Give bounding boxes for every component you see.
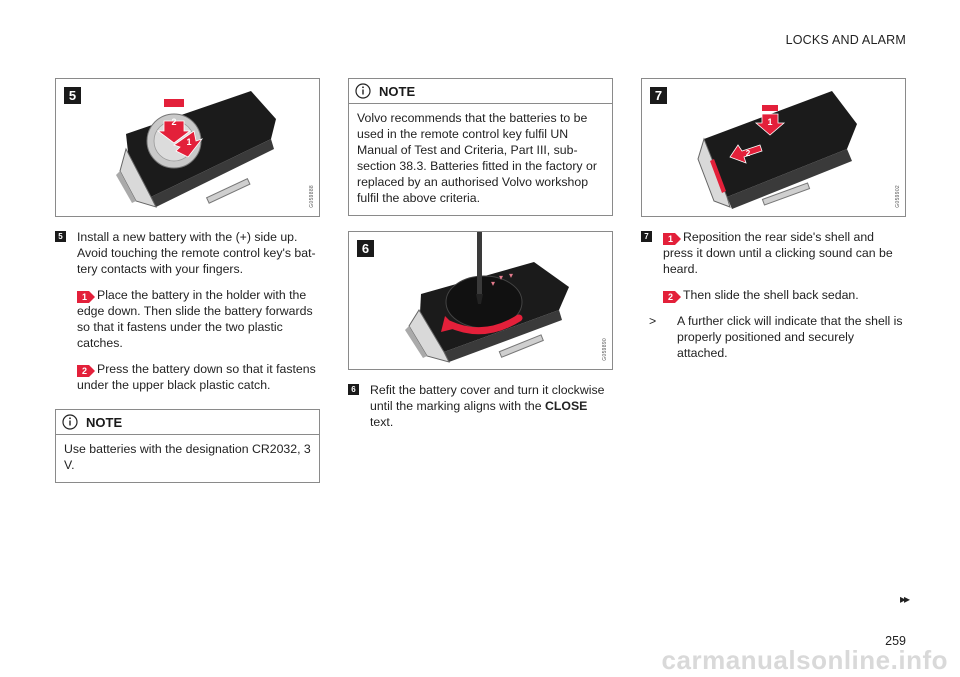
substep-text: Place the battery in the holder with the edge down. Then slide the battery forwards so that it fastens under the two plastic catches. xyxy=(77,288,313,350)
battery-install-illustration xyxy=(56,79,321,218)
substep-text: Then slide the shell back sedan. xyxy=(683,288,859,302)
note-box xyxy=(348,78,613,216)
figure-6 xyxy=(348,231,613,370)
step-text-end: text. xyxy=(370,415,394,429)
svg-text:▾: ▾ xyxy=(509,271,514,280)
step-text: Refit the battery cover and turn it clockwise until the marking aligns with the xyxy=(370,383,605,413)
result-line xyxy=(641,313,906,361)
figure-code: G059902 xyxy=(895,185,901,208)
svg-text:▾: ▾ xyxy=(499,273,504,282)
page-number: 259 xyxy=(885,634,906,648)
substep-text: Press the battery down so that it fastens under the upper black plastic catch. xyxy=(77,362,316,392)
figure-number: 6 xyxy=(357,240,374,257)
figure-number: 7 xyxy=(650,87,667,104)
figure-code: G059888 xyxy=(309,185,315,208)
step-6 xyxy=(348,382,613,430)
note-heading: NOTE xyxy=(349,79,612,104)
watermark: carmanualsonline.info xyxy=(661,645,948,675)
step-number: 5 xyxy=(55,231,66,242)
figure-5 xyxy=(55,78,320,217)
note-heading: NOTE xyxy=(56,410,319,435)
note-text: Volvo recommends that the batteries to be used in the remote control key fulfil UN Manual of Test and Criteria, Part III, sub-section 38.3. Batteries fitted in the factory or replaced by an authorised Volvo workshop fulfil the above criteria. xyxy=(357,111,597,205)
result-arrow-icon: > xyxy=(649,314,657,328)
shell-reposition-illustration xyxy=(642,79,907,218)
step-7 xyxy=(641,229,906,277)
svg-text:1: 1 xyxy=(767,117,773,127)
note-box xyxy=(55,409,320,483)
info-icon xyxy=(355,83,371,99)
callout-2-icon: 2 xyxy=(663,291,681,303)
column-right xyxy=(641,78,906,361)
step-number: 6 xyxy=(348,384,359,395)
step-text: Reposition the rear side's shell and press it down until a clicking sound can be heard. xyxy=(663,230,893,276)
svg-text:1: 1 xyxy=(186,137,192,147)
substep-2 xyxy=(641,287,906,303)
battery-cover-illustration xyxy=(349,232,614,371)
info-icon xyxy=(62,414,78,430)
svg-text:2: 2 xyxy=(745,149,751,158)
figure-code: G059890 xyxy=(602,338,608,361)
step-text: Install a new battery with the (+) side up. Avoid touching the remote control key's bat-tery contacts with your fingers. xyxy=(77,230,316,276)
substep-1 xyxy=(55,287,320,351)
svg-text:2: 2 xyxy=(171,117,177,127)
substep-2 xyxy=(55,361,320,393)
callout-1-icon: 1 xyxy=(77,291,95,303)
step-number: 7 xyxy=(641,231,652,242)
svg-text:▾: ▾ xyxy=(491,279,496,288)
callout-1-icon: 1 xyxy=(663,233,681,245)
column-middle xyxy=(348,78,613,430)
step-5 xyxy=(55,229,320,277)
close-label: CLOSE xyxy=(544,399,588,413)
figure-number: 5 xyxy=(64,87,81,104)
continue-arrows-icon: ▸▸ xyxy=(899,592,908,606)
note-text: Use batteries with the designation CR2032, 3 V. xyxy=(64,442,311,472)
column-left xyxy=(55,78,320,483)
callout-2-icon: 2 xyxy=(77,365,95,377)
section-title: LOCKS AND ALARM xyxy=(785,33,906,47)
figure-7 xyxy=(641,78,906,217)
result-text: A further click will indicate that the shell is properly positioned and securely attached. xyxy=(677,314,903,360)
